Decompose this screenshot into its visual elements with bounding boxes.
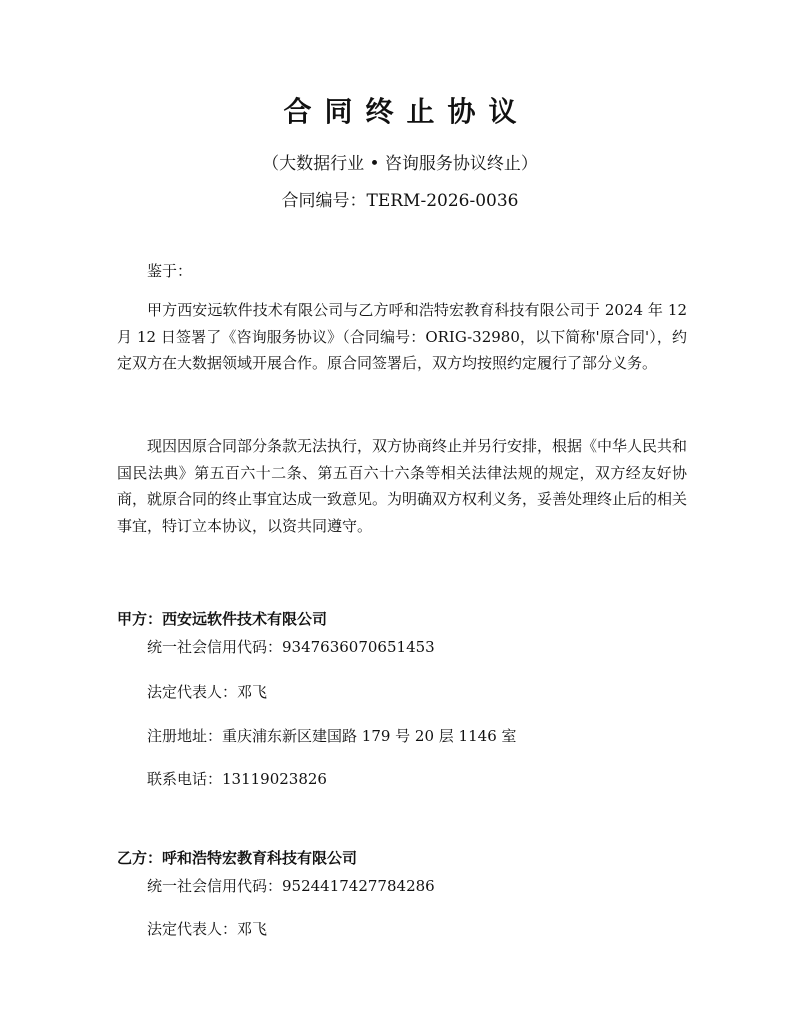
whereas-label: 鉴于： [147, 262, 193, 280]
party-b-legal-representative: 法定代表人：邓飞 [147, 920, 268, 938]
recital-paragraph-2: 现因因原合同部分条款无法执行，双方协商终止并另行安排，根据《中华人民共和国民法典》第五百六十二条、第五百六十六条等相关法律法规的规定，双方经友好协商，就原合同的终止事宜达成一致意见。为明确双方权利义务，妥善处理终止后的相关事宜，特订立本协议，以资共同遵守。 [117, 437, 688, 535]
document-subtitle: （大数据行业 • 咨询服务协议终止） [262, 154, 538, 174]
recital-paragraph-1: 甲方西安远软件技术有限公司与乙方呼和浩特宏教育科技有限公司于 2024 年 12 月 12 日签署了《咨询服务协议》（合同编号：ORIG-32980，以下简称'原合同'），约定双方在大数据领域开展合作。原合同签署后，双方均按照约定履行了部分义务。 [117, 301, 687, 372]
party-b-credit-code: 统一社会信用代码：9524417427784286 [147, 877, 435, 895]
party-a-address: 注册地址：重庆浦东新区建国路 179 号 20 层 1146 室 [147, 727, 517, 745]
party-a-legal-representative: 法定代表人：邓飞 [147, 683, 268, 701]
party-a-heading: 甲方：西安远软件技术有限公司 [117, 610, 328, 628]
party-b-heading: 乙方：呼和浩特宏教育科技有限公司 [117, 849, 358, 867]
party-a-phone: 联系电话：13119023826 [147, 770, 327, 788]
contract-number: 合同编号：TERM-2026-0036 [281, 191, 519, 211]
document-title: 合同终止协议 [283, 95, 530, 128]
party-a-credit-code: 统一社会信用代码：9347636070651453 [147, 638, 435, 656]
